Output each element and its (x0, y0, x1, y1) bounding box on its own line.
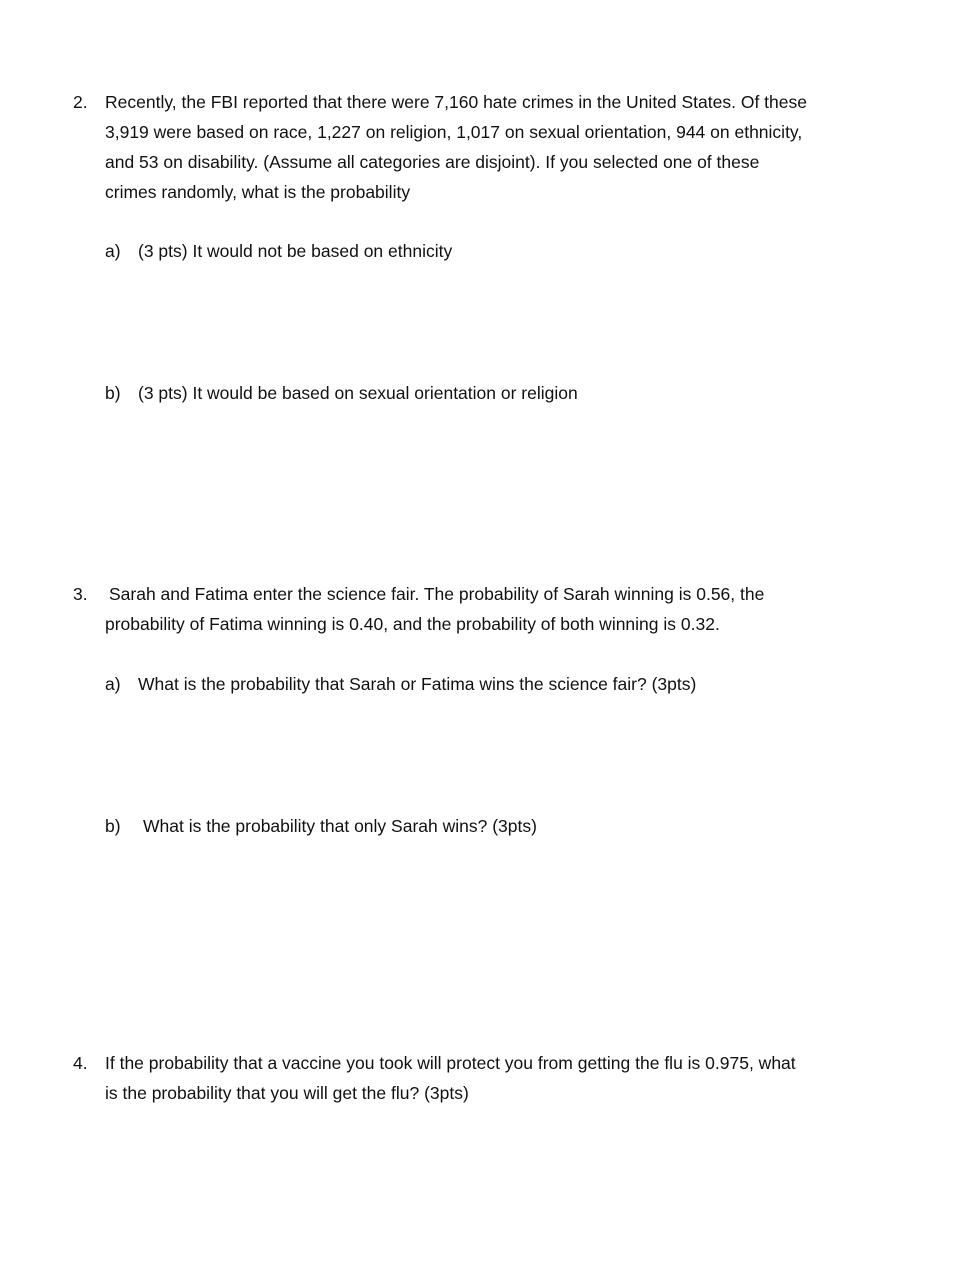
question-line: and 53 on disability. (Assume all categories are disjoint). If you selected one of these (105, 152, 760, 172)
question-text (105, 579, 905, 639)
question-text (105, 1048, 905, 1108)
part-text: What is the probability that only Sarah wins? (3pts) (143, 816, 537, 836)
part-label: a) (105, 674, 121, 694)
part-label: b) (105, 816, 121, 836)
part-text: (3 pts) It would not be based on ethnicity (138, 241, 453, 261)
question-line: probability of Fatima winning is 0.40, and the probability of both winning is 0.32. (105, 614, 720, 634)
question-number: 4. (73, 1053, 88, 1073)
question-line: If the probability that a vaccine you took will protect you from getting the flu is 0.975, what (105, 1053, 796, 1073)
part-text: (3 pts) It would be based on sexual orientation or religion (138, 383, 578, 403)
question-3-part-a (105, 669, 696, 699)
part-label: b) (105, 383, 121, 403)
question-line: 3,919 were based on race, 1,227 on religion, 1,017 on sexual orientation, 944 on ethnicity, (105, 122, 803, 142)
question-number: 3. (73, 584, 88, 604)
question-number: 2. (73, 92, 88, 112)
question-line: is the probability that you will get the flu? (3pts) (105, 1083, 469, 1103)
part-label: a) (105, 241, 121, 261)
question-text (105, 87, 905, 207)
question-line: crimes randomly, what is the probability (105, 182, 411, 202)
question-3-part-b (105, 811, 537, 841)
part-text: What is the probability that Sarah or Fatima wins the science fair? (3pts) (138, 674, 697, 694)
question-2-part-a (105, 236, 452, 266)
question-2-part-b (105, 378, 578, 408)
question-line: Recently, the FBI reported that there were 7,160 hate crimes in the United States. Of these (105, 92, 807, 112)
question-line: Sarah and Fatima enter the science fair. The probability of Sarah winning is 0.56, the (109, 584, 765, 604)
